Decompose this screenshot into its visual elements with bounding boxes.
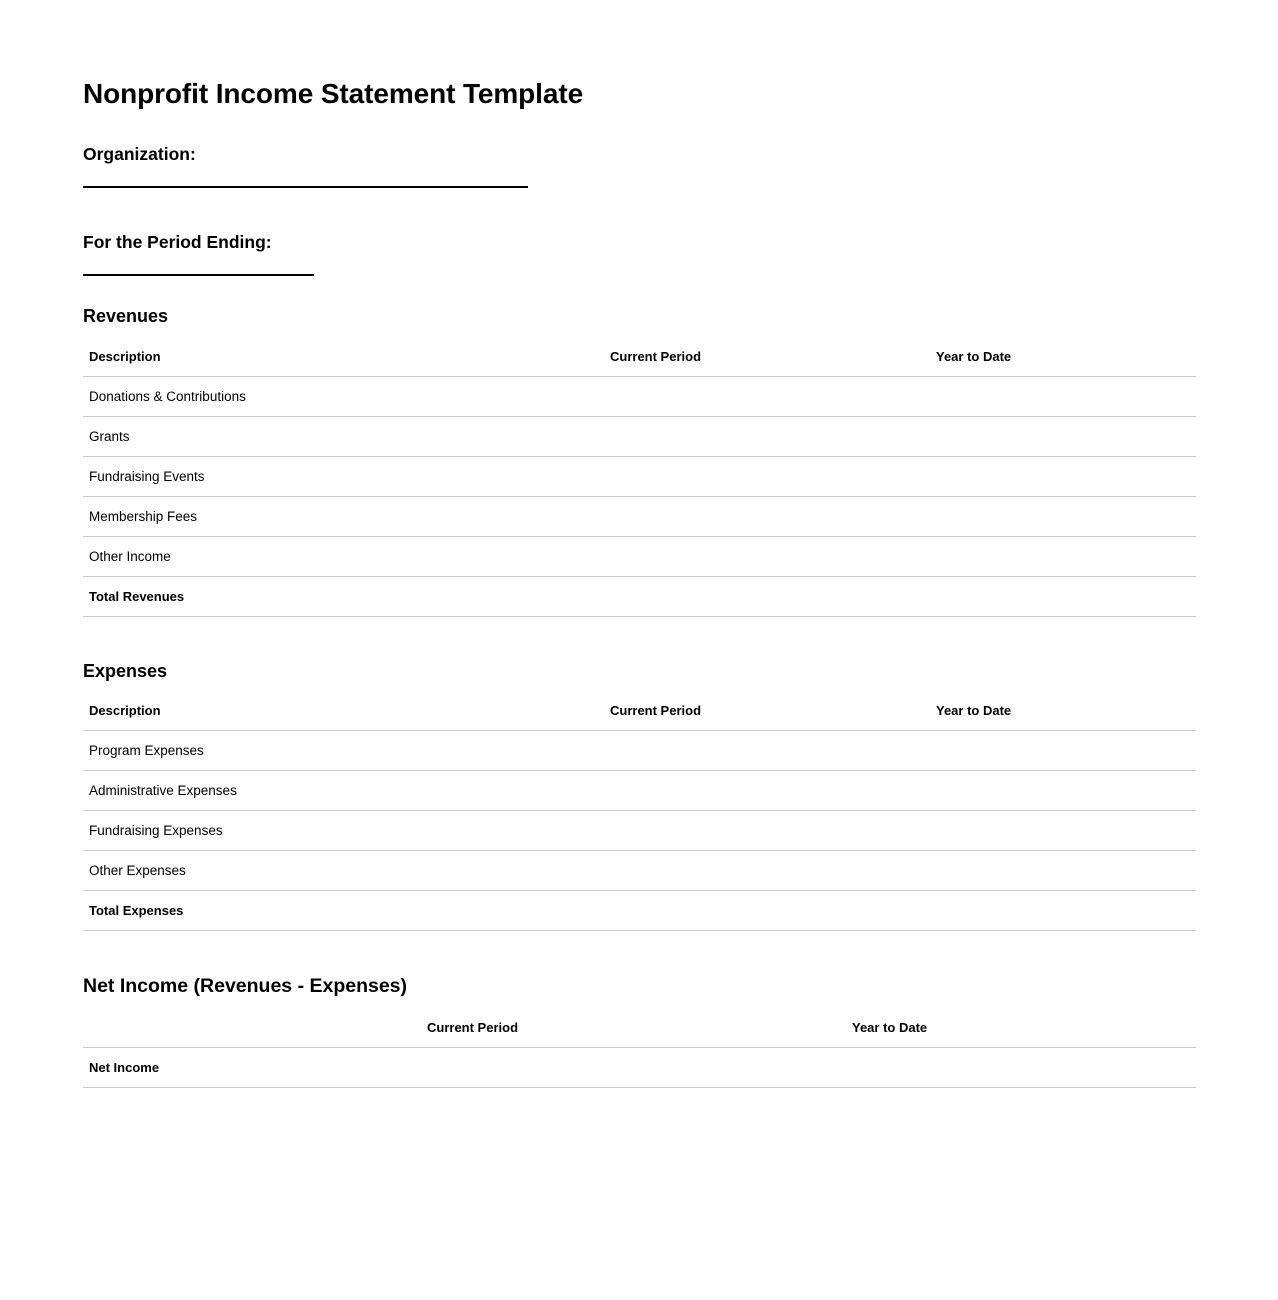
cell-current-period[interactable] <box>604 416 930 456</box>
cell-year-to-date[interactable] <box>930 731 1196 771</box>
cell-year-to-date[interactable] <box>930 771 1196 811</box>
table-row[interactable] <box>83 536 1196 576</box>
cell-year-to-date[interactable] <box>846 1047 1196 1087</box>
expenses-section <box>83 661 1196 932</box>
row-label: Fundraising Events <box>83 456 604 496</box>
cell-current-period[interactable] <box>604 811 930 851</box>
page-title: Nonprofit Income Statement Template <box>83 78 584 109</box>
table-row[interactable] <box>83 456 1196 496</box>
total-expenses-row[interactable] <box>83 891 1196 931</box>
column-header-year-to-date: Year to Date <box>936 703 1012 719</box>
cell-year-to-date[interactable] <box>930 536 1196 576</box>
row-label: Net Income <box>83 1047 421 1087</box>
net-income-section <box>83 975 1196 1087</box>
row-label: Administrative Expenses <box>83 771 604 811</box>
column-header-year-to-date: Year to Date <box>936 348 1012 364</box>
cell-year-to-date[interactable] <box>930 376 1196 416</box>
table-row[interactable] <box>83 731 1196 771</box>
table-header-row <box>83 1020 1196 1048</box>
column-header-year-to-date: Year to Date <box>852 1019 928 1035</box>
period-ending-field-block <box>83 232 1196 276</box>
net-income-table <box>83 1020 1196 1088</box>
net-income-heading: Net Income (Revenues - Expenses) <box>83 975 408 998</box>
cell-year-to-date[interactable] <box>930 811 1196 851</box>
cell-current-period[interactable] <box>604 376 930 416</box>
revenues-section <box>83 306 1196 617</box>
column-header-current-period: Current Period <box>427 1019 519 1035</box>
row-label: Donations & Contributions <box>83 376 604 416</box>
cell-current-period[interactable] <box>604 891 930 931</box>
net-income-row[interactable] <box>83 1047 1196 1087</box>
table-row[interactable] <box>83 811 1196 851</box>
cell-current-period[interactable] <box>604 576 930 616</box>
cell-current-period[interactable] <box>421 1047 846 1087</box>
cell-current-period[interactable] <box>604 771 930 811</box>
total-revenues-row[interactable] <box>83 576 1196 616</box>
period-ending-fill-in-line[interactable] <box>83 274 314 276</box>
table-header-row <box>83 703 1196 731</box>
cell-current-period[interactable] <box>604 851 930 891</box>
cell-year-to-date[interactable] <box>930 891 1196 931</box>
cell-year-to-date[interactable] <box>930 851 1196 891</box>
row-label: Other Expenses <box>83 851 604 891</box>
column-header-blank <box>83 1020 421 1048</box>
expenses-table <box>83 703 1196 931</box>
table-row[interactable] <box>83 376 1196 416</box>
cell-current-period[interactable] <box>604 456 930 496</box>
organization-label: Organization: <box>83 144 196 165</box>
cell-current-period[interactable] <box>604 536 930 576</box>
row-label: Total Revenues <box>83 576 604 616</box>
cell-current-period[interactable] <box>604 731 930 771</box>
expenses-heading: Expenses <box>83 660 168 681</box>
row-label: Other Income <box>83 536 604 576</box>
organization-fill-in-line[interactable] <box>83 186 528 188</box>
column-header-description: Description <box>89 703 161 719</box>
table-header-row <box>83 349 1196 377</box>
row-label: Total Expenses <box>83 891 604 931</box>
table-row[interactable] <box>83 496 1196 536</box>
cell-current-period[interactable] <box>604 496 930 536</box>
row-label: Membership Fees <box>83 496 604 536</box>
column-header-current-period: Current Period <box>610 348 702 364</box>
cell-year-to-date[interactable] <box>930 416 1196 456</box>
row-label: Program Expenses <box>83 731 604 771</box>
row-label: Grants <box>83 416 604 456</box>
table-row[interactable] <box>83 416 1196 456</box>
revenues-table <box>83 349 1196 617</box>
organization-field-block <box>83 144 1196 188</box>
cell-year-to-date[interactable] <box>930 456 1196 496</box>
cell-year-to-date[interactable] <box>930 496 1196 536</box>
cell-year-to-date[interactable] <box>930 576 1196 616</box>
table-row[interactable] <box>83 851 1196 891</box>
revenues-heading: Revenues <box>83 306 169 327</box>
table-row[interactable] <box>83 771 1196 811</box>
column-header-description: Description <box>89 348 161 364</box>
period-ending-label: For the Period Ending: <box>83 232 272 253</box>
column-header-current-period: Current Period <box>610 703 702 719</box>
row-label: Fundraising Expenses <box>83 811 604 851</box>
